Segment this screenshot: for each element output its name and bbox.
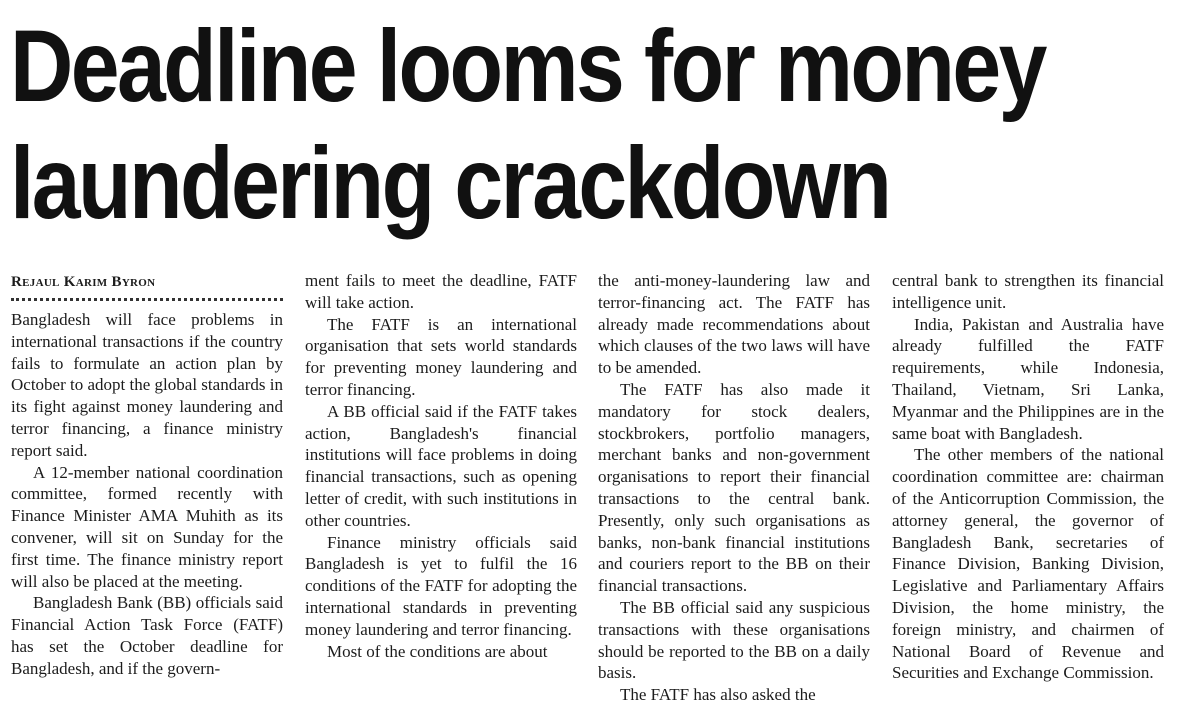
article-column-4 — [892, 270, 1164, 684]
paragraph: central bank to strengthen its financial intelligence unit. — [892, 271, 1164, 312]
article-column-1 — [11, 270, 283, 680]
paragraph: ment fails to meet the deadline, FATF will take action. — [305, 271, 577, 312]
paragraph: Bangladesh Bank (BB) officials said Financial Action Task Force (FATF) has set the October deadline for Bangladesh, and if the govern- — [11, 593, 283, 678]
paragraph: Finance ministry officials said Bangladesh is yet to fulfil the 16 conditions of the FATF for adopting the international standards in preventing money laundering and terror financing. — [305, 532, 577, 639]
paragraph: India, Pakistan and Australia have already fulfilled the FATF requirements, while Indonesia, Thailand, Vietnam, Sri Lanka, Myanmar and the Philippines are in the same boat with Bangladesh. — [892, 314, 1164, 443]
headline-line-1: Deadline looms for money — [10, 9, 1045, 123]
article-column-3 — [598, 270, 870, 706]
paragraph: A 12-member national coordination committee, formed recently with Finance Minister AMA Muhith as its convener, will sit on Sunday for the first time. The finance ministry report will also be placed at the meeting. — [11, 462, 283, 591]
byline: Rejaul Karim Byron — [11, 274, 156, 290]
paragraph: The other members of the national coordination committee are: chairman of the Anticorruption Commission, the attorney general, the governor of Bangladesh Bank, secretaries of Finance Division, Banking Division, Legislative and Parliamentary Affairs Division, the home ministry, the foreign ministry, and chairmen of National Board of Revenue and Securities and Exchange Commission. — [892, 445, 1164, 683]
headline-line-2: laundering crackdown — [10, 126, 890, 240]
byline-divider — [11, 298, 283, 301]
paragraph: the anti-money-laundering law and terror-financing act. The FATF has already made recommendations about which clauses of the two laws will have to be amended. — [598, 271, 870, 378]
paragraph: The FATF has also asked the — [620, 685, 816, 705]
paragraph: The BB official said any suspicious transactions with these organisations should be reported to the BB on a daily basis. — [598, 597, 870, 683]
paragraph: Most of the conditions are about — [327, 641, 548, 661]
paragraph: A BB official said if the FATF takes action, Bangladesh's financial institutions will face problems in doing financial transactions, such as opening letter of credit, with such institutions in other countries. — [305, 401, 577, 530]
paragraph: The FATF is an international organisation that sets world standards for preventing money laundering and terror financing. — [305, 314, 577, 399]
headline — [10, 8, 1045, 242]
paragraph: The FATF has also made it mandatory for stock dealers, stockbrokers, portfolio managers, merchant banks and non-government organisations to report their financial transactions to the central bank. Presently, only such organisations as banks, non-bank financial institutions and couriers report to the BB on their financial transactions. — [598, 379, 870, 596]
paragraph: Bangladesh will face problems in international transactions if the country fails to formulate an action plan by October to adopt the global standards in its fight against money laundering and terror financing, a finance ministry report said. — [11, 310, 283, 460]
article-column-2 — [305, 270, 577, 662]
